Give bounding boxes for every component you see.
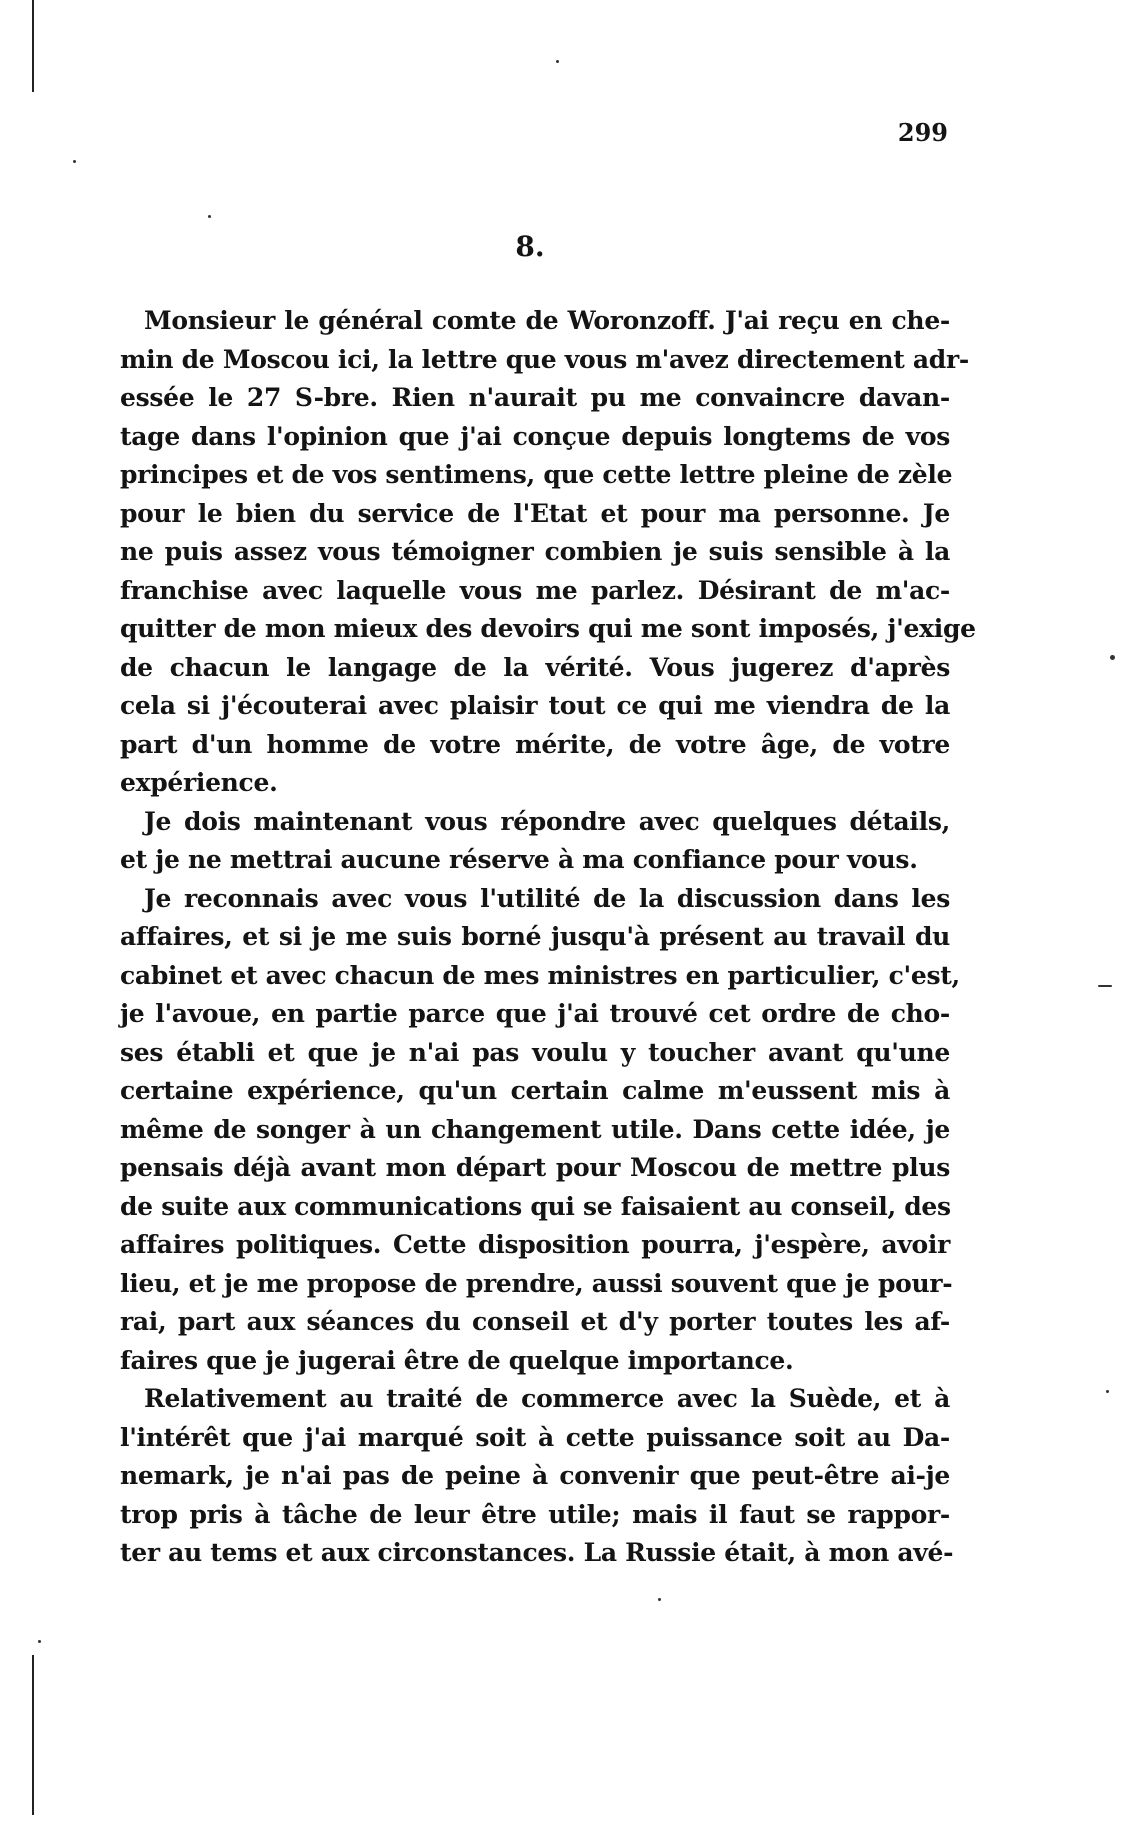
text-line: ses établi et que je n'ai pas voulu y toucher avant qu'une xyxy=(120,1037,950,1067)
text-line: cabinet et avec chacun de mes ministres en particulier, c'est, xyxy=(120,960,960,990)
text-line: nemark, je n'ai pas de peine à convenir que peut-être ai-je xyxy=(120,1461,950,1490)
text-line: affaires, et si je me suis borné jusqu'à présent au travail du xyxy=(120,922,950,951)
text-line: Monsieur le général comte de Woronzoff. J'ai reçu en che- xyxy=(144,306,950,335)
text-line: ter au tems et aux circonstances. La Russie était, à mon avé- xyxy=(120,1538,954,1567)
scan-speck xyxy=(38,1640,41,1643)
text-line: pour le bien du service de l'Etat et pour ma personne. Je xyxy=(120,498,950,528)
text-line: tage dans l'opinion que j'ai conçue depuis longtems de vos xyxy=(120,421,950,451)
text-line: Relativement au traité de commerce avec la Suède, et à xyxy=(144,1384,950,1413)
text-line: de chacun le langage de la vérité. Vous jugerez d'après xyxy=(120,652,950,682)
text-line: pensais déjà avant mon départ pour Moscou de mettre plus xyxy=(120,1153,950,1182)
text-line: faires que je jugerai être de quelque importance. xyxy=(120,1345,794,1375)
text-line: rai, part aux séances du conseil et d'y porter toutes les af- xyxy=(120,1307,950,1336)
scan-speck xyxy=(208,215,211,218)
scan-margin-line-top xyxy=(32,0,34,92)
text-line: même de songer à un changement utile. Dans cette idée, je xyxy=(120,1114,950,1144)
text-line: principes et de vos sentimens, que cette lettre pleine de zèle xyxy=(120,460,953,489)
text-line: Je dois maintenant vous répondre avec quelques détails, xyxy=(144,806,950,836)
text-line: ne puis assez vous témoigner combien je suis sensible à la xyxy=(120,537,950,566)
text-line: min de Moscou ici, la lettre que vous m'avez directement adr- xyxy=(120,344,969,374)
scan-speck xyxy=(658,1598,661,1601)
section-heading: 8. xyxy=(515,230,545,263)
scan-speck xyxy=(1106,1390,1109,1393)
page-number: 299 xyxy=(897,118,948,147)
text-line: lieu, et je me propose de prendre, aussi souvent que je pour- xyxy=(120,1268,953,1298)
scan-speck xyxy=(556,60,559,63)
text-line: affaires politiques. Cette disposition pourra, j'espère, avoir xyxy=(120,1230,950,1259)
scan-speck xyxy=(73,160,76,163)
text-line: quitter de mon mieux des devoirs qui me sont imposés, j'exige xyxy=(120,614,976,643)
scan-speck xyxy=(1098,985,1112,987)
letter-body xyxy=(120,302,976,1573)
text-line: et je ne mettrai aucune réserve à ma confiance pour vous. xyxy=(120,845,918,874)
text-line: je l'avoue, en partie parce que j'ai trouvé cet ordre de cho- xyxy=(120,999,950,1028)
text-line: trop pris à tâche de leur être utile; mais il faut se rappor- xyxy=(120,1499,950,1529)
text-line: l'intérêt que j'ai marqué soit à cette puissance soit au Da- xyxy=(120,1422,950,1452)
text-line: franchise avec laquelle vous me parlez. Désirant de m'ac- xyxy=(120,575,950,605)
text-line: expérience. xyxy=(120,768,278,797)
text-line: cela si j'écouterai avec plaisir tout ce qui me viendra de la xyxy=(120,691,950,720)
text-line: de suite aux communications qui se faisaient au conseil, des xyxy=(120,1191,951,1221)
text-line: Je reconnais avec vous l'utilité de la discussion dans les xyxy=(144,883,950,913)
text-line: certaine expérience, qu'un certain calme m'eussent mis à xyxy=(120,1076,950,1105)
text-line: essée le 27 S-bre. Rien n'aurait pu me convaincre davan- xyxy=(120,383,950,412)
text-line: part d'un homme de votre mérite, de votre âge, de votre xyxy=(120,729,950,759)
scan-margin-line-bottom xyxy=(32,1655,34,1815)
scan-speck xyxy=(1110,655,1115,660)
